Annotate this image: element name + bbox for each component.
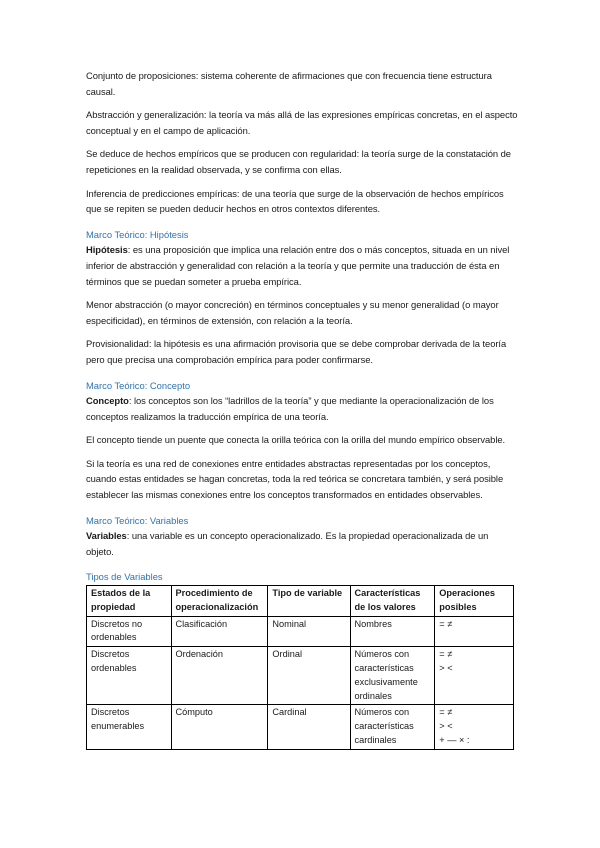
paragraph-variables-definition [86,528,518,559]
document-page [86,68,518,750]
cell-tipo: Ordinal [268,647,350,705]
heading-tipos-variables: Tipos de Variables [86,571,163,583]
cell-operaciones [435,616,514,647]
hipotesis-definition-text: : es una proposición que implica una relación entre dos o más conceptos, situada en un nivel inferior de abstracción y generalidad con relación a la teoría y que permite una traducción de ésta en términos que se puedan someter a prueba empírica. [86,244,510,287]
table-row [87,647,514,705]
cell-estado: Discretos enumerables [87,705,172,749]
cell-procedimiento: Cómputo [171,705,268,749]
operation-line: = ≠ [439,618,453,629]
table-header-row [87,586,514,617]
table-row [87,705,514,749]
cell-caracteristicas: Nombres [350,616,435,647]
cell-operaciones [435,647,514,705]
header-tipo: Tipo de variable [268,586,350,617]
cell-operaciones [435,705,514,749]
cell-estado: Discretos no ordenables [87,616,172,647]
paragraph-hipotesis-definition [86,242,518,289]
term-variables: Variables [86,530,127,542]
paragraph-concepto-puente: El concepto tiende un puente que conecta la orilla teórica con la orilla del mundo empírico observable. [86,434,506,446]
heading-hipotesis: Marco Teórico: Hipótesis [86,228,189,240]
paragraph-provisionalidad: Provisionalidad: la hipótesis es una afirmación provisoria que se debe comprobar derivada de la teoría pero que precisa una comprobación empírica para poder confirmarse. [86,338,507,365]
operation-line: > < [439,662,453,673]
operation-line: = ≠ [439,707,453,718]
header-estados: Estados de la propiedad [87,586,172,617]
cell-tipo: Nominal [268,616,350,647]
cell-estado: Discretos ordenables [87,647,172,705]
operation-line: = ≠ [439,649,453,660]
operation-line: > < [439,721,453,731]
table-row [87,616,514,647]
paragraph-menor-abstraccion: Menor abstracción (o mayor concreción) en términos conceptuales y su menor generalidad (o mayor especificidad), en términos de extensión, con relación a la teoría. [86,299,499,326]
variables-definition-text: : una variable es un concepto operacionalizado. Es la propiedad operacionalizada de un objeto. [86,530,489,557]
paragraph-concepto-definition [86,393,518,424]
heading-concepto: Marco Teórico: Concepto [86,379,191,391]
paragraph-conjunto-proposiciones: Conjunto de proposiciones: sistema coherente de afirmaciones que con frecuencia tiene estructura causal. [86,70,492,97]
heading-variables: Marco Teórico: Variables [86,514,189,526]
header-operaciones: Operaciones posibles [435,586,514,617]
concepto-definition-text: : los conceptos son los “ladrillos de la teoría” y que mediante la operacionalización de los conceptos realizamos la traducción empírica de una teoría. [86,395,494,422]
header-procedimiento: Procedimiento de operacionalización [171,586,268,617]
cell-procedimiento: Clasificación [171,616,268,647]
tipos-variables-table [86,585,514,750]
cell-procedimiento: Ordenación [171,647,268,705]
paragraph-inferencia: Inferencia de predicciones empíricas: de una teoría que surge de la observación de hechos empíricos que se repiten se pueden deducir hechos en otros contextos diferentes. [86,187,504,215]
header-caracteristicas: Características de los valores [350,586,435,617]
cell-caracteristicas: Números con características exclusivamente ordinales [350,647,435,705]
cell-tipo: Cardinal [268,705,350,749]
paragraph-concepto-red: Si la teoría es una red de conexiones entre entidades abstractas representadas por los conceptos, cuando estas entidades se hagan concretas, toda la red teórica se concretara también, y será posible establecer las mismas conexiones entre los conceptos transformados en entidades observables. [86,457,504,501]
paragraph-deduccion: Se deduce de hechos empíricos que se producen con regularidad: la teoría surge de la constatación de repeticiones en la realidad observada, y se confirma con ellas. [86,148,511,175]
operation-line: + — × : [439,734,470,745]
paragraph-abstraccion: Abstracción y generalización: la teoría va más allá de las expresiones empíricas concretas, en el aspecto conceptual y en el campo de aplicación. [86,109,518,136]
cell-caracteristicas: Números con características cardinales [350,705,435,749]
term-hipotesis: Hipótesis [86,244,128,256]
term-concepto: Concepto [86,395,129,407]
